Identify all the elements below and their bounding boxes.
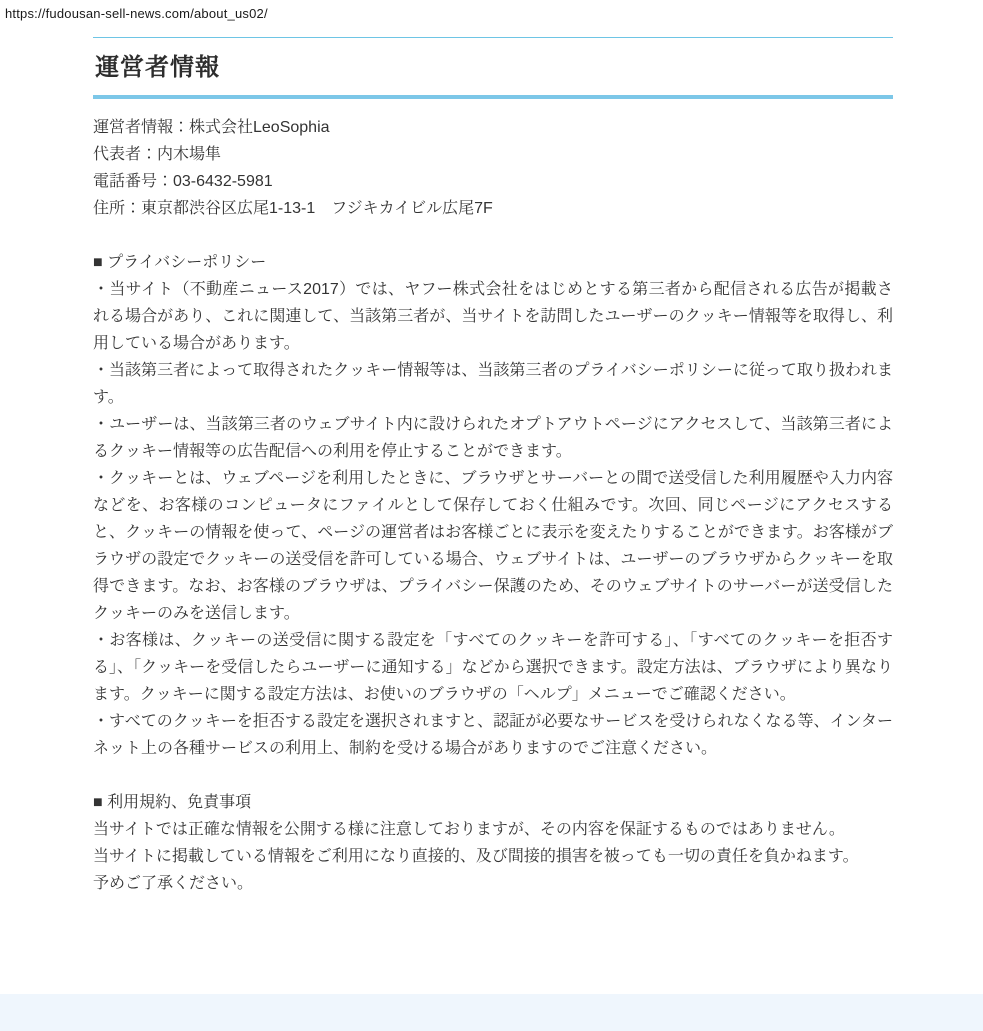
privacy-bullet: ・当該第三者によって取得されたクッキー情報等は、当該第三者のプライバシーポリシーに従って取り扱われます。 [93,362,893,406]
terms-section-heading: ■ 利用規約、免責事項 [93,794,252,811]
info-line-address: 住所：東京都渋谷区広尾1-13-1 フジキカイビル広尾7F [93,200,493,217]
privacy-policy-section [93,249,893,762]
terms-line: 予めご了承ください。 [93,875,254,892]
info-line-representative: 代表者：内木場隼 [93,146,222,163]
page-title: 運営者情報 [95,54,220,81]
privacy-bullet: ・当サイト（不動産ニュース2017）では、ヤフー株式会社をはじめとする第三者から配信される広告が掲載される場合があり、これに関連して、当該第三者が、当サイトを訪問したユーザーのクッキー情報等を取得し、利用している場合があります。 [93,281,893,352]
page-url-text: https://fudousan-sell-news.com/about_us02/ [5,6,268,21]
main-content [93,37,893,897]
title-block [93,37,893,99]
terms-line: 当サイトでは正確な情報を公開する様に注意しておりますが、その内容を保証するものではありません。 [93,821,845,838]
privacy-bullet: ・クッキーとは、ウェブページを利用したときに、ブラウザとサーバーとの間で送受信した利用履歴や入力内容などを、お客様のコンピュータにファイルとして保存しておく仕組みです。次回、同じページにアクセスすると、クッキーの情報を使って、ページの運営者はお客様ごとに表示を変えたりすることができます。お客様がブラウザの設定でクッキーの送受信を許可している場合、ウェブサイトは、ユーザーのブラウザからクッキーを取得できます。なお、お客様のブラウザは、プライバシー保護のため、そのウェブサイトのサーバーが送受信したクッキーのみを送信します。 [93,470,893,622]
privacy-bullet: ・すべてのクッキーを拒否する設定を選択されますと、認証が必要なサービスを受けられなくなる等、インターネット上の各種サービスの利用上、制約を受ける場合がありますのでご注意ください。 [93,713,893,757]
privacy-section-heading: ■ プライバシーポリシー [93,254,267,271]
info-line-operator: 運営者情報：株式会社LeoSophia [93,119,330,136]
footer-bar [0,994,983,1031]
body-text [93,114,893,897]
privacy-bullet: ・ユーザーは、当該第三者のウェブサイト内に設けられたオプトアウトページにアクセスして、当該第三者によるクッキー情報等の広告配信への利用を停止することができます。 [93,416,893,460]
privacy-bullet: ・お客様は、クッキーの送受信に関する設定を「すべてのクッキーを許可する」、「すべてのクッキーを拒否する」、「クッキーを受信したらユーザーに通知する」などから選択できます。設定方法は、ブラウザにより異なります。クッキーに関する設定方法は、お使いのブラウザの「ヘルプ」メニューでご確認ください。 [93,632,893,703]
terms-line: 当サイトに掲載している情報をご利用になり直接的、及び間接的損害を被っても一切の責任を負かねます。 [93,848,859,865]
terms-section [93,789,893,897]
operator-info-section [93,114,893,222]
info-line-phone: 電話番号：03-6432-5981 [93,173,273,190]
